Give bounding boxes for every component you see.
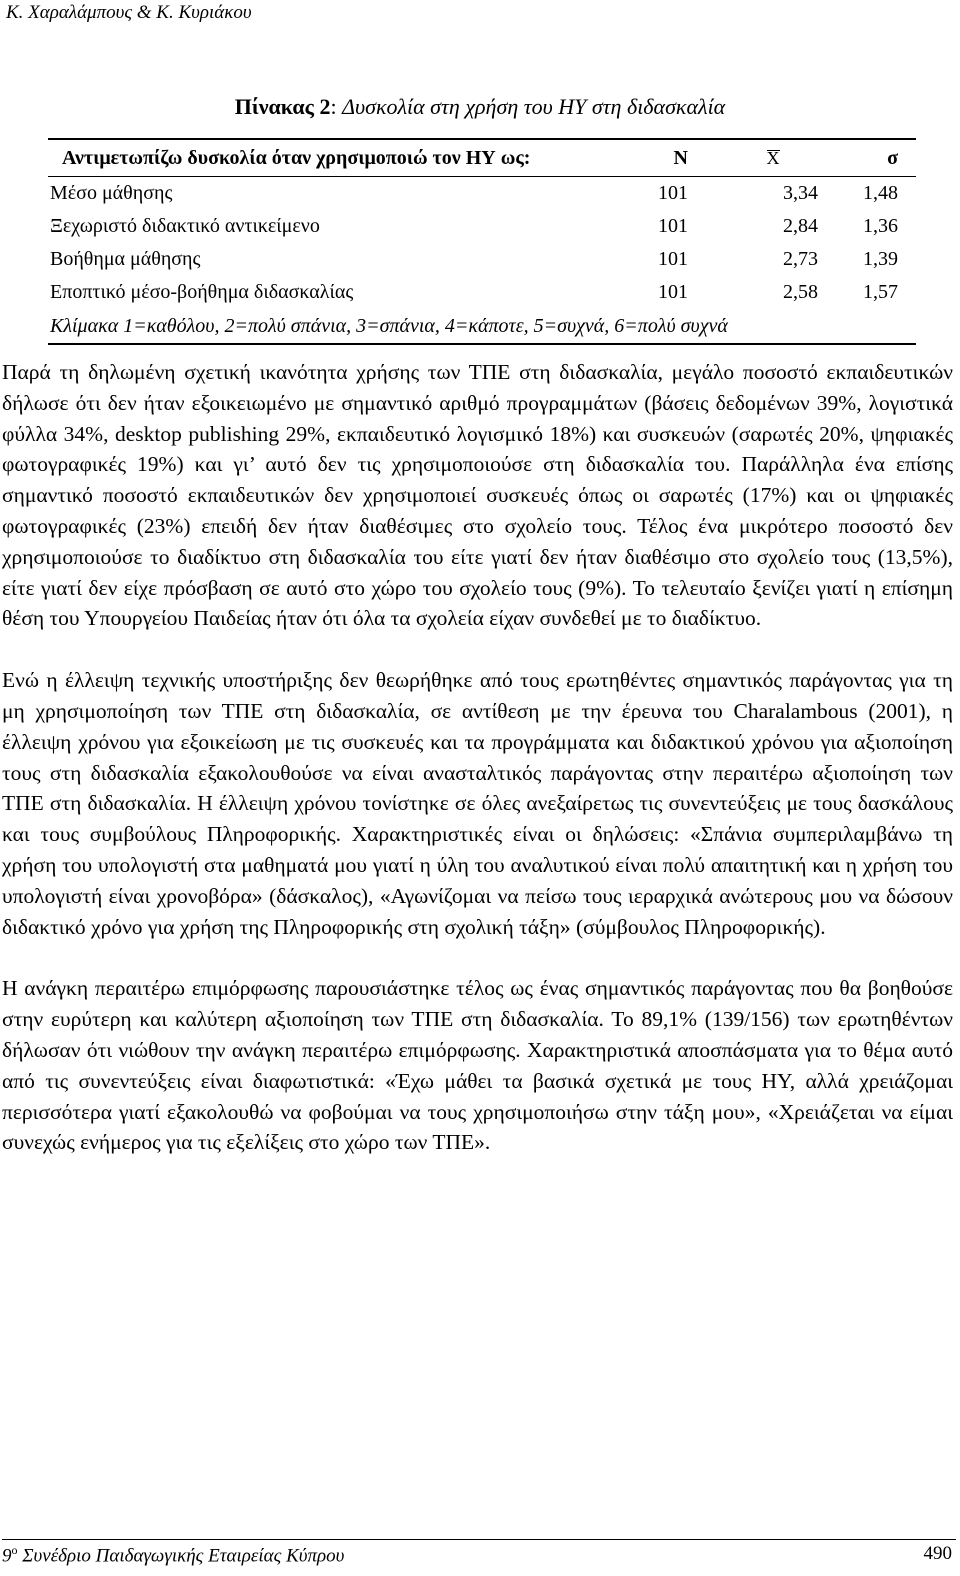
row-label: Εποπτικό μέσο-βοήθημα διδασκαλίας [50,281,354,303]
difficulty-table [48,138,916,345]
table-caption-label: Πίνακας 2 [234,94,331,119]
conference-name: Συνέδριο Παιδαγωγικής Εταιρείας Κύπρου [17,1545,345,1567]
row-n: 101 [658,248,688,270]
page-number: 490 [923,1543,952,1564]
table-row [48,243,916,276]
row-n: 101 [658,281,688,303]
row-sd: 1,36 [863,215,898,237]
paragraph: Η ανάγκη περαιτέρω επιμόρφωσης παρουσιάστηκε τέλος ως ένας σημαντικός παράγοντας που θα βοηθούσε στην ευρύτερη και καλύτερη αξιοποίηση των ΤΠΕ στη διδασκαλία. Το 89,1% (139/156) των ερωτηθέντων δήλωσαν ότι νιώθουν την ανάγκη περαιτέρω επιμόρφωσης. Χαρακτηριστικά αποσπάσματα για το θέμα αυτό από τις συνεντεύξεις είναι διαφωτιστικά: «Έχω μάθει τα βασικά σχετικά με τους ΗΥ, αλλά χρειάζομαι περισσότερα γιατί εξακολουθώ να φοβούμαι να τους χρησιμοποιήσω στην τάξη μου», «Χρειάζεται να είμαι συνεχώς ενήμερος για τις εξελίξεις στο χώρο των ΤΠΕ». [2,976,953,1155]
paragraph: Ενώ η έλλειψη τεχνικής υποστήριξης δεν θεωρήθηκε από τους ερωτηθέντες σημαντικός παράγοντας για τη μη χρησιμοποίηση των ΤΠΕ στη διδασκαλία, σε αντίθεση με την έρευνα του Charalambous (2001), η έλλειψη χρόνου για εξοικείωση με τις συσκευές και τα προγράμματα και διδακτικού χρόνου για αξιοποίηση τους στη διδασκαλία εξακολουθούσε να είναι ανασταλτικός παράγοντας στην περαιτέρω αξιοποίηση των ΤΠΕ στη διδασκαλία. Η έλλειψη χρόνου τονίστηκε σε όλες ανεξαίρετως τις συνεντεύξεις με τους δασκάλους και τους συμβούλους Πληροφορικής. Χαρακτηριστικές είναι οι δηλώσεις: «Σπάνια συμπεριλαμβάνω τη χρήση του υπολογιστή στα μαθηματά μου γιατί η ύλη του αναλυτικού είναι πολύ απαιτητική και η χρήση του υπολογιστή είναι χρονοβόρα» (δάσκαλος), «Αγωνίζομαι να πείσω τους ιεραρχικά ανώτερους μου να δώσουν διδακτικό χρόνο για χρήση της Πληροφορικής στη σχολική τάξη» (σύμβουλος Πληροφορικής). [2,668,953,939]
row-sd: 1,57 [863,281,898,303]
header-n: N [673,146,688,169]
scale-note: Κλίμακα 1=καθόλου, 2=πολύ σπάνια, 3=σπάνια, 4=κάποτε, 5=συχνά, 6=πολύ συχνά [50,314,728,337]
row-n: 101 [658,215,688,237]
table-note-row [48,309,916,344]
conference-ordinal: ο [11,1543,18,1557]
table-row [48,276,916,309]
table-header-row [48,139,916,177]
table-caption-title: Δυσκολία στη χρήση του ΗΥ στη διδασκαλία [342,94,726,119]
body-text [2,357,953,1158]
paragraph: Παρά τη δηλωμένη σχετική ικανότητα χρήσης των ΤΠΕ στη διδασκαλία, μεγάλο ποσοστό εκπαιδευτικών δήλωσε ότι δεν ήταν εξοικειωμένο με σημαντικό αριθμό προγραμμάτων (βάσεις δεδομένων 39%, λογιστικά φύλλα 34%, desktop publishing 29%, εκπαιδευτικό λογισμικό 18%) και συσκευών (σαρωτές 20%, ψηφιακές φωτογραφικές 19%) και γι’ αυτό δεν τις χρησιμοποιούσε στη διδασκαλία του. Παράλληλα ένα επίσης σημαντικό ποσοστό εκπαιδευτικών δεν χρησιμοποιεί συσκευές όπως οι σαρωτές (17%) και οι ψηφιακές φωτογραφικές (23%) επειδή δεν ήταν διαθέσιμες στο σχολείο τους. Τέλος ένα μικρότερο ποσοστό δεν χρησιμοποιούσε το διαδίκτυο στη διδασκαλία του είτε γιατί δεν ήταν διαθέσιμο στο σχολείο τους (13,5%), είτε γιατί δεν είχε πρόσβαση σε αυτό στο χώρο του σχολείο τους (9%). Το τελευταίο ξενίζει γιατί η επίσημη θέση του Υπουργείου Παιδείας ήταν ότι όλα τα σχολεία είχαν συνδεθεί με το διαδίκτυο. [2,360,953,631]
row-label: Μέσο μάθησης [50,182,173,204]
table-row [48,177,916,211]
row-mean: 2,73 [783,248,818,270]
header-label: Αντιμετωπίζω δυσκολία όταν χρησιμοποιώ τον ΗΥ ως: [62,146,531,169]
table-caption-separator: : [330,94,343,119]
table-caption [0,94,960,120]
conference-footer [2,1543,344,1567]
footer-rule [2,1539,956,1540]
row-mean: 3,34 [783,182,818,204]
row-sd: 1,48 [863,182,898,204]
row-label: Βοήθημα μάθησης [50,248,201,270]
header-sd: σ [887,146,898,169]
running-header: Κ. Χαραλάμπους & Κ. Κυριάκου [6,2,252,23]
row-label: Ξεχωριστό διδακτικό αντικείμενο [50,215,320,237]
table-row [48,210,916,243]
row-n: 101 [658,182,688,204]
mean-symbol: X [766,147,780,168]
header-mean [688,139,818,177]
row-sd: 1,39 [863,248,898,270]
row-mean: 2,84 [783,215,818,237]
row-mean: 2,58 [783,281,818,303]
conference-number: 9 [2,1545,12,1567]
